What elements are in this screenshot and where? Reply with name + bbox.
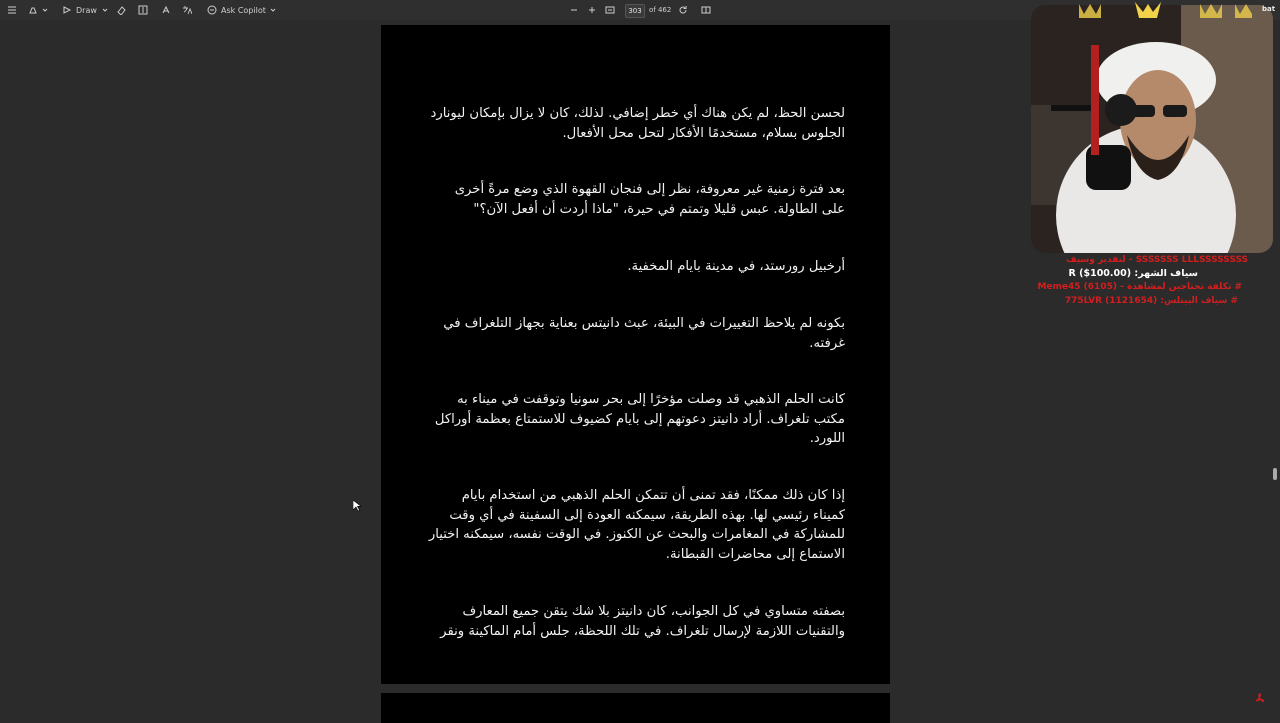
translate-button[interactable]	[181, 3, 193, 17]
fit-page-button[interactable]	[604, 3, 616, 17]
pdf-page	[381, 25, 890, 684]
page-view-button[interactable]	[700, 3, 712, 17]
minus-icon	[568, 4, 580, 16]
page-number-input[interactable]: 303	[625, 4, 645, 18]
total-pages: of 462	[649, 6, 672, 14]
webcam-overlay	[1031, 5, 1276, 253]
streamer-webcam-image	[1031, 5, 1276, 253]
paragraph: كانت الحلم الذهبي قد وصلت مؤخرًا إلى بحر سونيا وتوقفت في ميناء به مكتب تلغراف. أراد دانيتز دعوتهم إلى بايام كضيوف للاستمتاع بعظمة أوراكل اللورد.	[434, 392, 845, 447]
ask-copilot-button[interactable]	[206, 3, 277, 17]
rotate-icon	[677, 4, 689, 16]
pen-icon	[61, 4, 73, 16]
overlay-alert-line: SSSSSSS LLLSSSSSSSS - لتقدير وسيف	[1066, 255, 1248, 265]
pdf-app-icon[interactable]	[1254, 692, 1266, 704]
highlight-button[interactable]	[27, 3, 48, 17]
mouse-cursor-icon	[353, 500, 361, 512]
paragraph: أرخبيل رورستد، في مدينة بايام المخفية.	[627, 259, 845, 275]
zoom-out-button[interactable]	[568, 3, 580, 17]
draw-button[interactable]	[61, 3, 110, 17]
chevron-down-icon	[100, 4, 110, 16]
overlay-top-supporter: سياف الشهر: (R ($100.00	[1068, 268, 1198, 279]
crown-decoration-icon	[1065, 0, 1255, 20]
paragraph: إذا كان ذلك ممكنًا، فقد تمنى أن تتمكن الحلم الذهبي من استخدام بايام كميناء رئيسي لها. بهذه الطريقة، سيمكنه العودة إلى السفينة في أي وقت للمشاركة في المغامرات والبحث عن الكنوز. في الوقت نفسه، سيمكنه اختيار الاستماع إلى محاضرات القبطانة.	[428, 488, 845, 562]
text-box-button[interactable]	[137, 3, 149, 17]
scrollbar-thumb[interactable]	[1273, 468, 1277, 480]
paragraph: لحسن الحظ، لم يكن هناك أي خطر إضافي. لذلك، كان لا يزال بإمكان ليونارد الجلوس بسلام، مستخدمًا الأفكار لتحل محل الأفعال.	[430, 106, 845, 141]
toc-button[interactable]	[6, 3, 18, 17]
fit-page-icon	[604, 4, 616, 16]
copilot-icon	[206, 4, 218, 16]
chevron-down-icon	[269, 4, 277, 16]
highlighter-icon	[27, 4, 39, 16]
textbox-icon	[137, 4, 149, 16]
chevron-down-icon	[42, 4, 48, 16]
overlay-alert-line: # سياف البيتلس: 775LVR (1121654)	[1064, 296, 1238, 306]
read-aloud-icon	[160, 4, 172, 16]
list-icon	[6, 4, 18, 16]
translate-icon	[181, 4, 193, 16]
erase-button[interactable]	[115, 3, 127, 17]
plus-icon	[586, 4, 598, 16]
draw-label: Draw	[76, 5, 97, 15]
eraser-icon	[115, 4, 127, 16]
ask-copilot-label: Ask Copilot	[221, 5, 266, 15]
book-icon	[700, 4, 712, 16]
paragraph: بكونه لم يلاحظ التغييرات في البيئة، عبث دانيتس بعناية بجهاز التلغراف في غرفته.	[443, 316, 845, 351]
overlay-corner-text: bat	[1262, 5, 1276, 13]
overlay-alert-line: # تكلفة تحتاجين لمشاهدة - Meme45 (6105)	[1037, 282, 1242, 292]
rotate-button[interactable]	[677, 3, 689, 17]
read-aloud-button[interactable]	[160, 3, 172, 17]
zoom-in-button[interactable]	[586, 3, 598, 17]
paragraph: بعد فترة زمنية غير معروفة، نظر إلى فنجان القهوة الذي وضع مرةً أخرى على الطاولة. عبس قليلا وتمتم في حيرة، "ماذا أردت أن أفعل الآن؟"	[454, 182, 845, 217]
paragraph: بصفته متساوي في كل الجوانب، كان دانيتز بلا شك يتقن جميع المعارف والتقنيات اللازمة لإرسال تلغراف. في تلك اللحظة، جلس أمام الماكينة ونقر	[440, 604, 845, 639]
pdf-next-page	[381, 693, 890, 723]
